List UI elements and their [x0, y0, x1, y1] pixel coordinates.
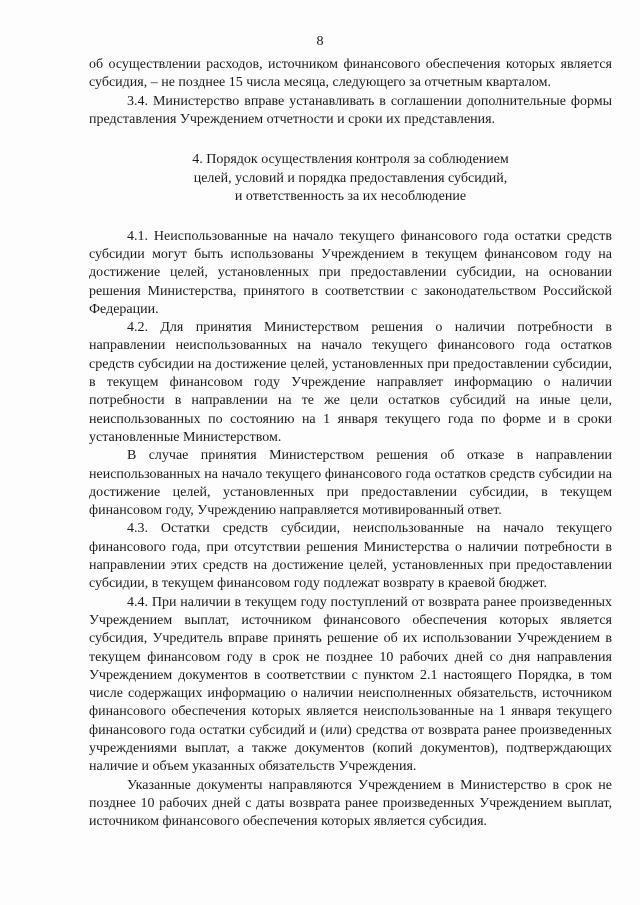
section-4-heading	[89, 151, 612, 207]
paragraph-3-3-continuation: об осуществлении расходов, источником финансового обеспечения которых является субсидия, – не позднее 15 числа месяца, следующего за отчетным кварталом.	[89, 57, 612, 91]
document-body	[89, 56, 612, 831]
paragraph-4-2: 4.2. Для принятия Министерством решения о наличии потребности в направлении неиспользованных на начало текущего финансового года остатков средств субсидии на достижение целей, установленных при предоставлении субсидии, в текущем финансовом году Учреждение направляет информацию о наличии потребности в направлении на те же цели остатков субсидий на иные цели, неиспользованных по состоянию на 1 января текущего года по форме и в сроки установленные Министерством.	[89, 320, 612, 445]
section-heading-line-1: 4. Порядок осуществления контроля за соблюдением	[192, 152, 509, 168]
page-number: 8	[316, 34, 324, 49]
section-heading-line-2: целей, условий и порядка предоставления субсидий,	[193, 170, 508, 186]
paragraph-4-2-refusal: В случае принятия Министерством решения об отказе в направлении неиспользованных на начало текущего финансового года остатков средств субсидии на достижение целей, установленных при предоставлении субсидии, в текущем финансовом году, Учреждению направляется мотивированный ответ.	[89, 448, 612, 519]
paragraph-4-4: 4.4. При наличии в текущем году поступлений от возврата ранее произведенных Учреждением выплат, источником финансового обеспечения которых является субсидия, Учредитель вправе принять решение об их использовании Учреждением в текущем финансовом году в срок не позднее 10 рабочих дней со дня направления Учреждением документов в соответствии с пунктом 2.1 настоящего Порядка, в том числе содержащих информацию о наличии неисполненных обязательств, источником финансового обеспечения которых является неиспользованные на 1 января текущего финансового года остатки субсидий и (или) средства от возврата ранее произведенных учреждениями выплат, а также документов (копий документов), подтверждающих наличие и объем указанных обязательств Учреждения.	[89, 594, 612, 775]
paragraph-4-3: 4.3. Остатки средств субсидии, неиспользованные на начало текущего финансового года, при отсутствии решения Министерства о наличии потребности в направлении этих средств на достижение целей, установленных при предоставлении субсидии, в текущем финансовом году подлежат возврату в краевой бюджет.	[89, 521, 612, 592]
section-heading-line-3: и ответственность за их несоблюдение	[234, 189, 467, 205]
paragraph-3-4: 3.4. Министерство вправе устанавливать в соглашении дополнительные формы представления Учреждением отчетности и сроки их представления.	[89, 93, 612, 127]
spacer	[89, 129, 612, 151]
paragraph-4-1: 4.1. Неиспользованные на начало текущего финансового года остатки средств субсидии могут быть использованы Учреждением в текущем финансовом году на достижение целей, установленных при предоставлении субсидии, на основании решения Министерства, принятого в соответствии с законодательством Российской Федерации.	[89, 228, 612, 317]
spacer	[89, 207, 612, 228]
paragraph-4-4-documents: Указанные документы направляются Учреждением в Министерство в срок не позднее 10 рабочих дней с даты возврата ранее произведенных Учреждением выплат, источником финансового обеспечения которых является субсидия.	[89, 777, 612, 830]
